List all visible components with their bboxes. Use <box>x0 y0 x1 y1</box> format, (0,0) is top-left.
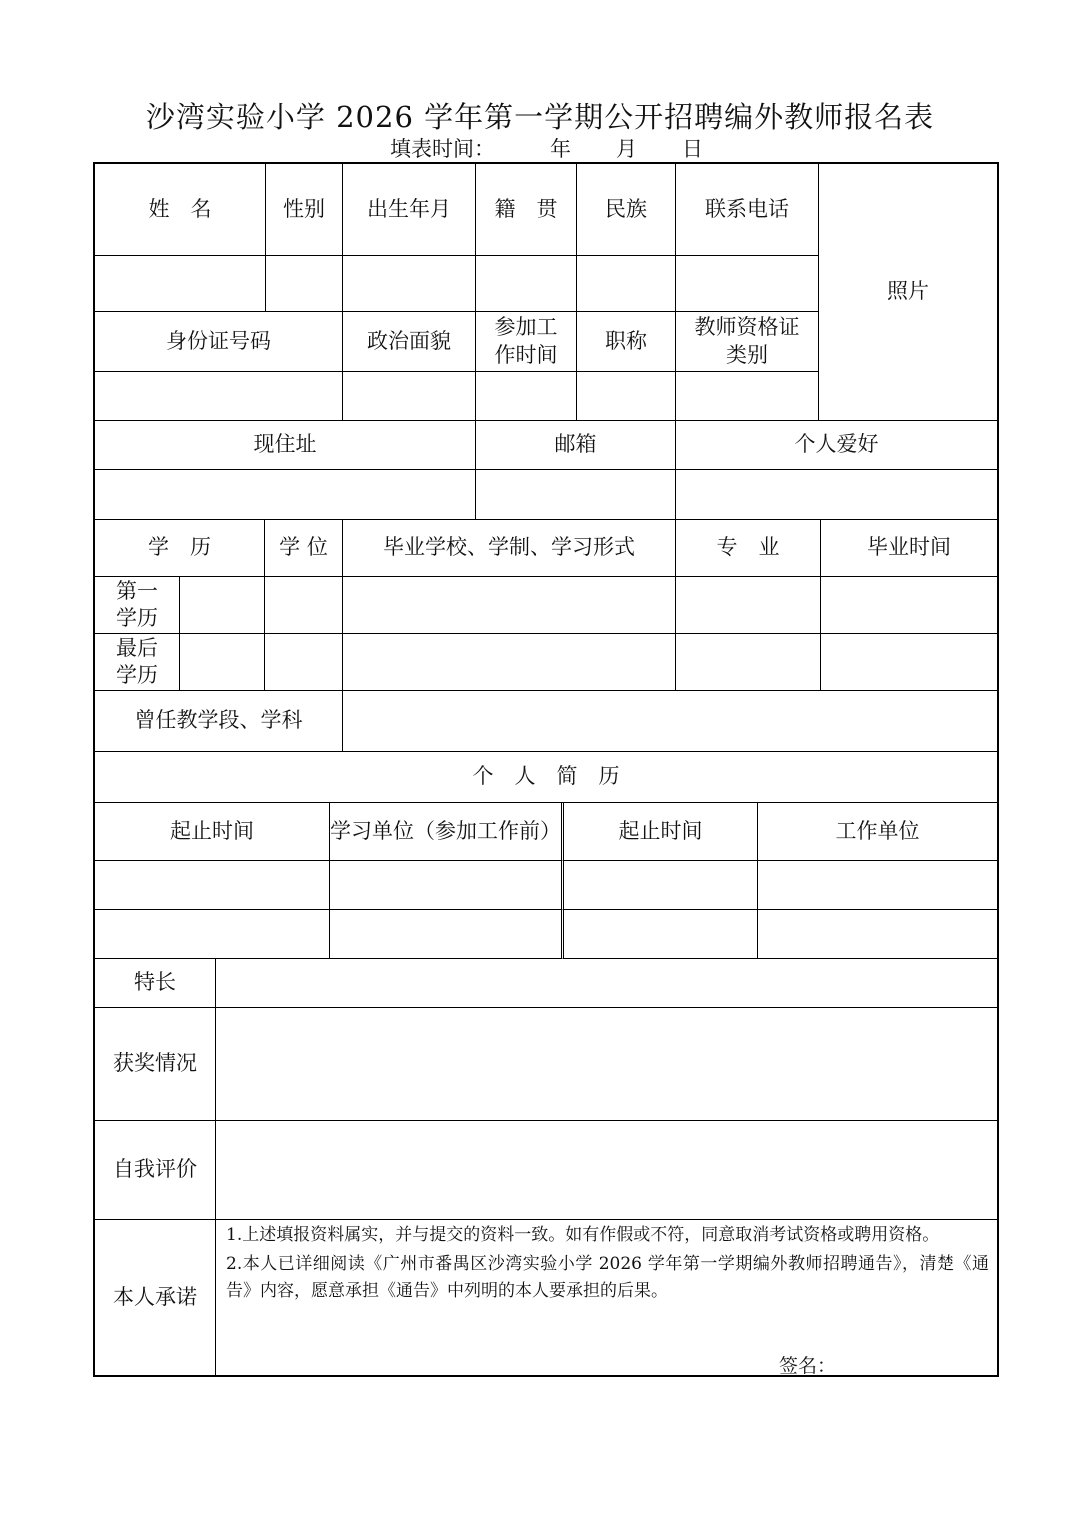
teacher-cert-input[interactable] <box>676 372 819 421</box>
id-number-input[interactable] <box>95 372 343 421</box>
fill-date-label: 填表时间： <box>390 137 495 161</box>
resume-period-study-1[interactable] <box>95 861 330 910</box>
registration-form <box>93 162 999 1377</box>
name-input[interactable] <box>95 256 266 312</box>
label-period-work: 起止时间 <box>564 803 758 861</box>
label-native-place: 籍 贯 <box>476 164 577 256</box>
pledge-item-1: 1.上述填报资料属实，并与提交的资料一致。如有作假或不符，同意取消考试资格或聘用资格。 <box>226 1225 940 1245</box>
pledge-text <box>216 1220 997 1375</box>
gender-input[interactable] <box>266 256 343 312</box>
resume-period-study-2[interactable] <box>95 910 330 959</box>
label-address: 现住址 <box>95 421 476 470</box>
day-label: 日 <box>682 137 703 161</box>
last-degree-level-input[interactable] <box>180 634 265 691</box>
native-place-input[interactable] <box>476 256 577 312</box>
email-input[interactable] <box>476 470 676 520</box>
last-school-input[interactable] <box>343 634 676 691</box>
first-school-input[interactable] <box>343 577 676 634</box>
work-start-input[interactable] <box>476 372 577 421</box>
label-period-study: 起止时间 <box>95 803 330 861</box>
label-work-unit: 工作单位 <box>758 803 997 861</box>
label-id-number: 身份证号码 <box>95 312 343 372</box>
label-self-eval: 自我评价 <box>95 1121 216 1220</box>
label-school: 毕业学校、学制、学习形式 <box>343 520 676 577</box>
resume-work-unit-1[interactable] <box>758 861 997 910</box>
ethnicity-input[interactable] <box>577 256 676 312</box>
last-major-input[interactable] <box>676 634 821 691</box>
form-title: 沙湾实验小学 2026 学年第一学期公开招聘编外教师报名表 <box>145 100 935 134</box>
fill-date-line <box>390 133 703 163</box>
awards-input[interactable] <box>216 1008 997 1121</box>
label-grad-time: 毕业时间 <box>821 520 997 577</box>
birth-input[interactable] <box>343 256 476 312</box>
pledge-item-2: 2.本人已详细阅读《广州市番禺区沙湾实验小学 2026 学年第一学期编外教师招聘通告》，清楚《通告》内容，愿意承担《通告》中列明的本人要承担的后果。 <box>226 1254 989 1301</box>
label-major: 专 业 <box>676 520 821 577</box>
political-status-input[interactable] <box>343 372 476 421</box>
label-last-degree: 最后学历 <box>95 634 180 691</box>
resume-study-unit-2[interactable] <box>330 910 564 959</box>
phone-input[interactable] <box>676 256 819 312</box>
label-pledge: 本人承诺 <box>95 1220 216 1375</box>
first-major-input[interactable] <box>676 577 821 634</box>
label-taught: 曾任教学段、学科 <box>95 691 343 752</box>
photo-box[interactable]: 照片 <box>819 164 997 421</box>
first-degree-input[interactable] <box>265 577 343 634</box>
taught-input[interactable] <box>343 691 997 752</box>
specialty-input[interactable] <box>216 959 997 1008</box>
first-degree-level-input[interactable] <box>180 577 265 634</box>
resume-heading: 个 人 简 历 <box>95 752 997 803</box>
first-grad-time-input[interactable] <box>821 577 997 634</box>
self-eval-input[interactable] <box>216 1121 997 1220</box>
address-input[interactable] <box>95 470 476 520</box>
resume-work-unit-2[interactable] <box>758 910 997 959</box>
title-input[interactable] <box>577 372 676 421</box>
label-study-unit: 学习单位（参加工作前） <box>330 803 564 861</box>
resume-period-work-2[interactable] <box>564 910 758 959</box>
label-gender: 性别 <box>266 164 343 256</box>
label-ethnicity: 民族 <box>577 164 676 256</box>
label-teacher-cert: 教师资格证类别 <box>676 312 819 372</box>
label-name: 姓 名 <box>95 164 266 256</box>
label-work-start: 参加工作时间 <box>476 312 577 372</box>
month-label: 月 <box>616 137 637 161</box>
label-phone: 联系电话 <box>676 164 819 256</box>
label-hobbies: 个人爱好 <box>676 421 997 470</box>
label-birth: 出生年月 <box>343 164 476 256</box>
signature-label[interactable]: 签名： <box>779 1355 837 1377</box>
label-first-degree: 第一学历 <box>95 577 180 634</box>
hobbies-input[interactable] <box>676 470 997 520</box>
label-title: 职称 <box>577 312 676 372</box>
label-degree: 学 位 <box>265 520 343 577</box>
last-grad-time-input[interactable] <box>821 634 997 691</box>
label-awards: 获奖情况 <box>95 1008 216 1121</box>
label-political-status: 政治面貌 <box>343 312 476 372</box>
label-email: 邮箱 <box>476 421 676 470</box>
resume-period-work-1[interactable] <box>564 861 758 910</box>
label-specialty: 特长 <box>95 959 216 1008</box>
year-label: 年 <box>550 137 571 161</box>
resume-study-unit-1[interactable] <box>330 861 564 910</box>
label-degree-level: 学 历 <box>95 520 265 577</box>
last-degree-input[interactable] <box>265 634 343 691</box>
